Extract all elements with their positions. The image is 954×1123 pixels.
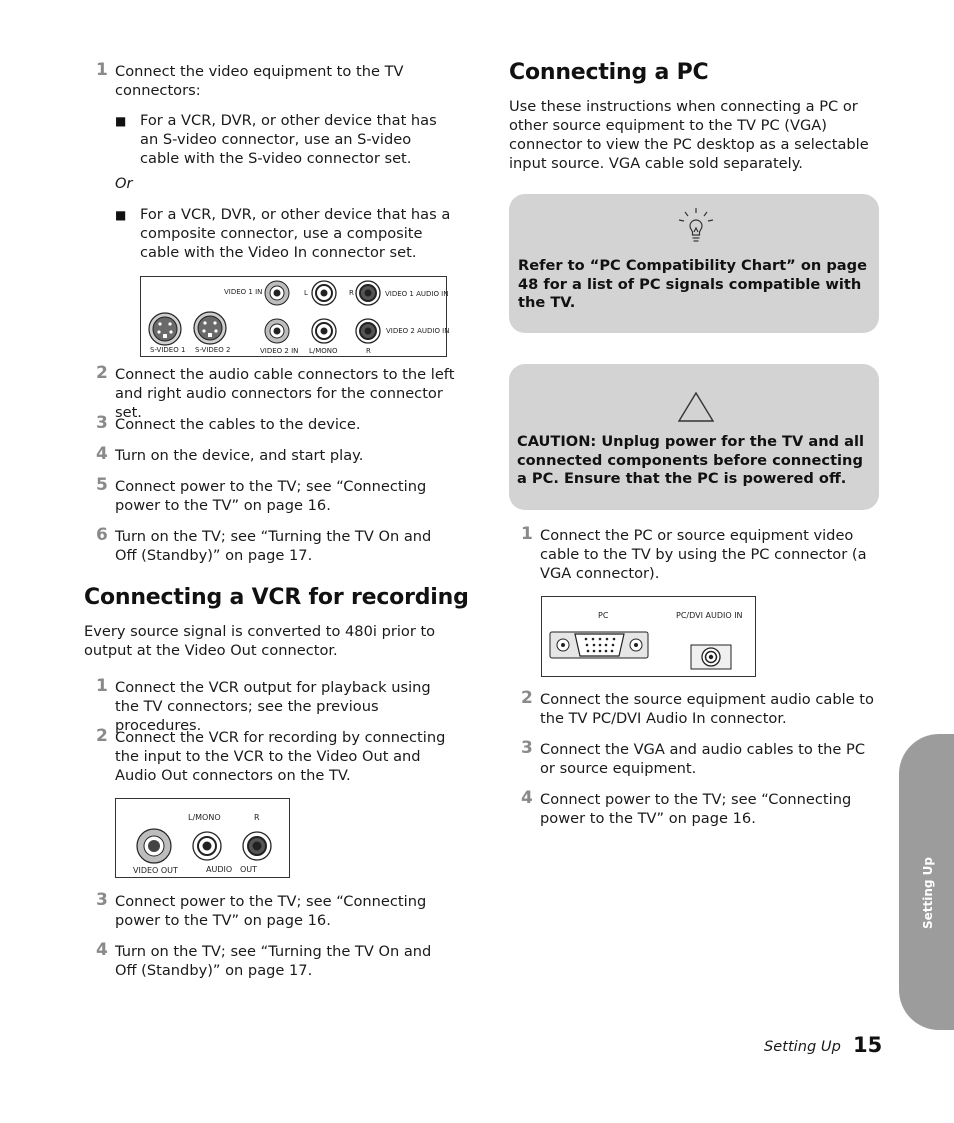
label-video1-audio-in: VIDEO 1 AUDIO IN	[385, 290, 449, 298]
label-r2: R	[366, 347, 371, 355]
audio-lmono-connector-icon	[312, 319, 336, 343]
label-pc: PC	[598, 611, 609, 620]
label-r: R	[349, 289, 354, 297]
output-connectors-diagram	[115, 798, 290, 878]
step-number: 4	[96, 444, 108, 464]
step-number: 2	[96, 726, 108, 746]
pc-connectors-svg	[542, 597, 755, 676]
label-out: OUT	[240, 865, 258, 874]
step-number: 2	[521, 688, 533, 708]
audio-out-l-connector-icon	[193, 832, 221, 860]
caution-text: CAUTION: Unplug power for the TV and all connected components before connecting a PC. Ensure that the PC is powered off.	[517, 433, 865, 487]
side-tab-label: Setting Up	[921, 856, 935, 930]
label-video-out: VIDEO OUT	[133, 866, 178, 875]
step-number: 3	[521, 738, 533, 758]
audio-l-connector-icon	[312, 281, 336, 305]
pc-audio-in-connector-icon	[691, 645, 731, 669]
bullet-glyph: ■	[115, 208, 127, 222]
step-text: Turn on the TV; see “Turning the TV On and Off (Standby)” on page 17.	[115, 943, 432, 979]
bullet-glyph: ■	[115, 114, 127, 128]
svideo1-connector-icon	[149, 313, 181, 345]
label-video2-audio-in: VIDEO 2 AUDIO IN	[386, 327, 450, 335]
label-svideo1: S-VIDEO 1	[150, 346, 186, 354]
step-text: Turn on the device, and start play.	[115, 447, 364, 464]
label-lmono: L/MONO	[309, 347, 338, 355]
step-number: 1	[521, 524, 533, 544]
bullet-text: For a VCR, DVR, or other device that has an S-video connector, use an S-video cable with the S-video connector set.	[140, 112, 437, 167]
lightbulb-icon	[676, 206, 716, 246]
vga-connector-icon	[550, 632, 648, 658]
audio-r-connector-icon	[356, 281, 380, 305]
or-text: Or	[115, 175, 133, 192]
input-connectors-diagram	[140, 276, 450, 357]
step-number: 2	[96, 363, 108, 383]
label-pc-dvi-audio-in: PC/DVI AUDIO IN	[676, 611, 743, 620]
step-text: Turn on the TV; see “Turning the TV On and Off (Standby)” on page 17.	[115, 528, 432, 564]
step-text: Connect the PC or source equipment video cable to the TV by using the PC connector (a VGA connector).	[540, 527, 867, 582]
step-text: Connect the cables to the device.	[115, 416, 361, 433]
caution-callout	[509, 364, 879, 510]
pc-connectors-diagram	[541, 596, 756, 677]
step-text: Connect the VCR output for playback using the TV connectors; see the previous procedures.	[115, 679, 431, 734]
step-number: 1	[96, 676, 108, 696]
step-number: 3	[96, 413, 108, 433]
pc-intro: Use these instructions when connecting a PC or other source equipment to the TV PC (VGA) connector to view the PC desktop as a selectable input source. VGA cable sold separately.	[509, 98, 869, 172]
vcr-heading: Connecting a VCR for recording	[84, 585, 469, 610]
audio-out-r-connector-icon	[243, 832, 271, 860]
step-number: 6	[96, 525, 108, 545]
warning-triangle-icon	[676, 390, 716, 424]
label-audio: AUDIO	[206, 865, 233, 874]
footer-section: Setting Up	[764, 1038, 841, 1055]
video2-in-connector-icon	[265, 319, 289, 343]
step-text: Connect the audio cable connectors to the left and right audio connectors for the connector set.	[115, 366, 455, 421]
label-lmono: L/MONO	[188, 813, 221, 822]
step-number: 4	[521, 788, 533, 808]
video1-in-connector-icon	[265, 281, 289, 305]
label-l: L	[304, 289, 308, 297]
tip-text: Refer to “PC Compatibility Chart” on page 48 for a list of PC signals compatible with the TV.	[518, 257, 867, 311]
label-video2-in: VIDEO 2 IN	[260, 347, 299, 355]
step-text: Connect the source equipment audio cable to the TV PC/DVI Audio In connector.	[540, 691, 874, 727]
step-text: Connect the VCR for recording by connecting the input to the VCR to the Video Out and Audio Out connectors on the TV.	[115, 729, 446, 784]
step-text: Connect power to the TV; see “Connecting power to the TV” on page 16.	[115, 478, 427, 514]
step-text: Connect the VGA and audio cables to the PC or source equipment.	[540, 741, 866, 777]
page-number: 15	[853, 1033, 883, 1057]
step-text: Connect the video equipment to the TV connectors:	[115, 63, 404, 99]
input-connectors-svg	[141, 277, 449, 356]
step-number: 4	[96, 940, 108, 960]
vcr-intro: Every source signal is converted to 480i prior to output at the Video Out connector.	[84, 623, 436, 659]
pc-heading: Connecting a PC	[509, 60, 709, 85]
step-text: Connect power to the TV; see “Connecting power to the TV” on page 16.	[540, 791, 852, 827]
tip-callout	[509, 194, 879, 333]
label-video1-in: VIDEO 1 IN	[224, 288, 263, 296]
step-number: 3	[96, 890, 108, 910]
step-number: 5	[96, 475, 108, 495]
step-text: Connect power to the TV; see “Connecting power to the TV” on page 16.	[115, 893, 427, 929]
audio-r2-connector-icon	[356, 319, 380, 343]
video-out-connector-icon	[137, 829, 171, 863]
label-r: R	[254, 813, 260, 822]
svideo2-connector-icon	[194, 312, 226, 344]
label-svideo2: S-VIDEO 2	[195, 346, 231, 354]
step-number: 1	[96, 60, 108, 80]
bullet-text: For a VCR, DVR, or other device that has a composite connector, use a composite cable with the Video In connector set.	[140, 206, 451, 261]
